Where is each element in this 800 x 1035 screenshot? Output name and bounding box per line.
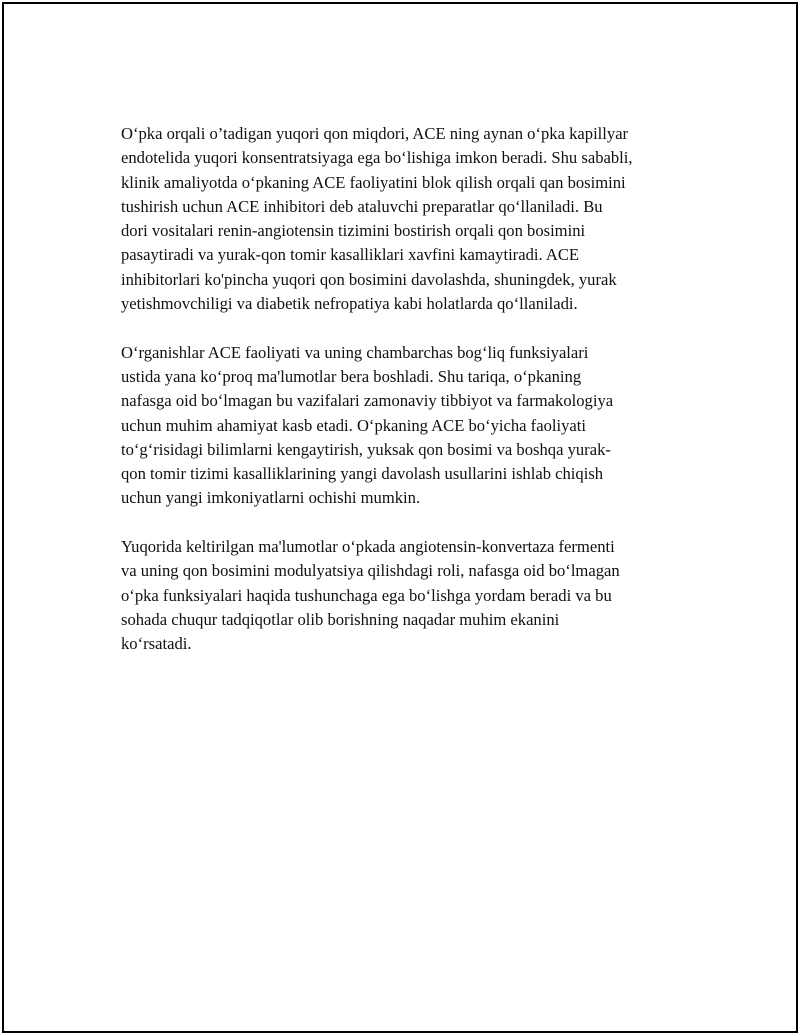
text-line: yetishmovchiligi va diabetik nefropatiya kabi holatlarda qo‘llaniladi.	[121, 294, 578, 314]
text-line: sohada chuqur tadqiqotlar olib borishning naqadar muhim ekanini	[121, 609, 560, 629]
text-line: klinik amaliyotda o‘pkaning ACE faoliyatini blok qilish orqali qan bosimini	[121, 172, 626, 192]
text-line: dori vositalari renin-angiotensin tizimini bostirish orqali qon bosimini	[121, 221, 586, 241]
text-line: o‘pka funksiyalari haqida tushunchaga ega bo‘lishga yordam beradi va bu	[121, 585, 612, 605]
text-line: tushirish uchun ACE inhibitori deb ataluvchi preparatlar qo‘llaniladi. Bu	[121, 196, 603, 216]
document-page	[2, 2, 798, 1033]
text-line: inhibitorlari ko'pincha yuqori qon bosimini davolashda, shuningdek, yurak	[121, 269, 617, 289]
text-line: qon tomir tizimi kasalliklarining yangi davolash usullarini ishlab chiqish	[121, 464, 604, 484]
text-line: uchun muhim ahamiyat kasb etadi. O‘pkaning ACE bo‘yicha faoliyati	[121, 415, 586, 435]
text-line: uchun yangi imkoniyatlarni ochishi mumkin.	[121, 488, 421, 508]
paragraph-1	[121, 122, 701, 316]
text-line: pasaytiradi va yurak-qon tomir kasalliklari xavfini kamaytiradi. ACE	[121, 245, 580, 265]
text-line: Yuqorida keltirilgan ma'lumotlar o‘pkada angiotensin-konvertaza fermenti	[121, 537, 615, 557]
text-line: O‘pka orqali o’tadigan yuqori qon miqdori, ACE ning aynan o‘pka kapillyar	[121, 124, 629, 143]
text-line: endotelida yuqori konsentratsiyaga ega bo‘lishiga imkon beradi. Shu sababli,	[121, 148, 633, 168]
text-line: ko‘rsatadi.	[121, 634, 192, 654]
text-line: O‘rganishlar ACE faoliyati va uning chambarchas bog‘liq funksiyalari	[121, 342, 589, 362]
text-line: va uning qon bosimini modulyatsiya qilishdagi roli, nafasga oid bo‘lmagan	[121, 561, 620, 581]
paragraph-2	[121, 341, 701, 511]
text-line: ustida yana ko‘proq ma'lumotlar bera boshladi. Shu tariqa, o‘pkaning	[121, 366, 582, 386]
text-line: nafasga oid bo‘lmagan bu vazifalari zamonaviy tibbiyot va farmakologiya	[121, 391, 614, 411]
document-body	[121, 122, 701, 681]
text-line: to‘g‘risidagi bilimlarni kengaytirish, yuksak qon bosimi va boshqa yurak-	[121, 439, 611, 459]
paragraph-3	[121, 535, 701, 656]
